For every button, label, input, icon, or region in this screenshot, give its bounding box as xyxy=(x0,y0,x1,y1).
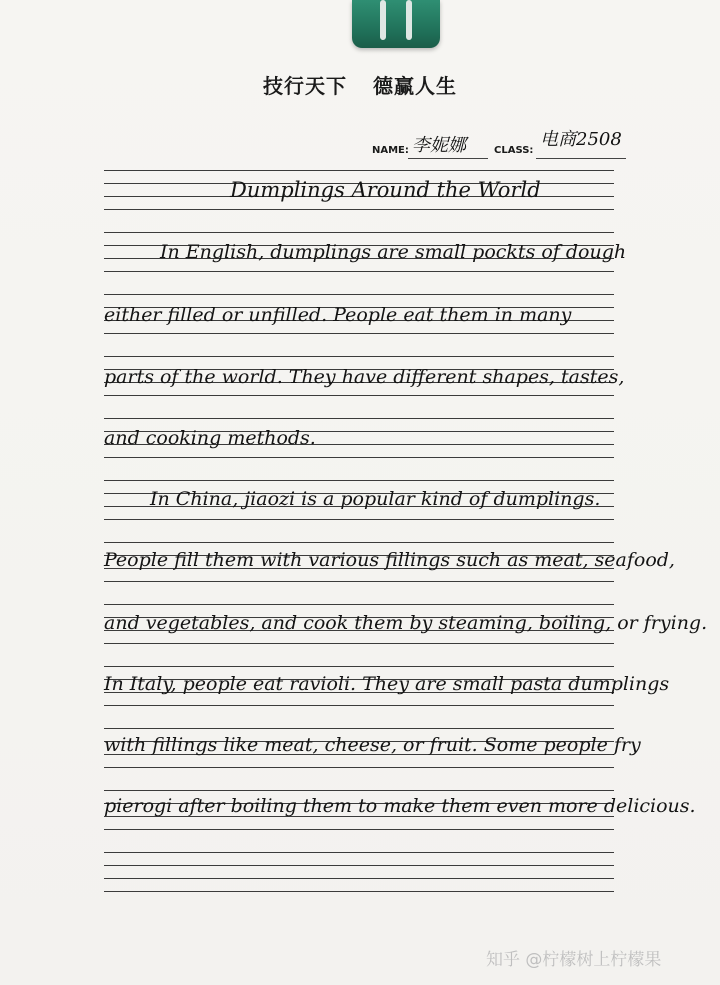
ruled-line xyxy=(104,542,614,543)
motto-left: 技行天下 xyxy=(263,74,347,98)
essay-title: Dumplings Around the World xyxy=(230,178,541,202)
ruled-line xyxy=(104,767,614,768)
student-class: 电商2508 xyxy=(540,129,622,150)
ruled-line xyxy=(104,581,614,582)
ruled-line xyxy=(104,790,614,791)
ruled-line xyxy=(104,829,614,830)
student-name: 李妮娜 xyxy=(412,135,466,156)
essay-line-3: parts of the world. They have different shapes, tastes, xyxy=(104,366,625,388)
class-label: CLASS: xyxy=(494,145,534,156)
name-label: NAME: xyxy=(372,145,409,156)
essay-line-1: In English, dumplings are small pockts of dough xyxy=(160,241,627,263)
ruled-line xyxy=(104,666,614,667)
ruled-line xyxy=(104,865,614,866)
ruled-line xyxy=(104,891,614,892)
essay-line-10: pierogi after boiling them to make them even more delicious. xyxy=(104,795,696,817)
essay-line-6: People fill them with various fillings such as meat, seafood, xyxy=(104,549,675,571)
essay-line-4: and cooking methods. xyxy=(104,427,316,449)
ruled-line xyxy=(104,356,614,357)
ruled-line xyxy=(104,170,614,171)
ruled-line xyxy=(104,457,614,458)
essay-line-5: In China, jiaozi is a popular kind of dumplings. xyxy=(150,488,601,510)
ruled-line xyxy=(104,232,614,233)
ruled-line xyxy=(104,852,614,853)
ruled-line xyxy=(104,418,614,419)
essay-line-9: with fillings like meat, cheese, or fruit. Some people fry xyxy=(104,734,641,756)
ruled-line xyxy=(104,271,614,272)
essay-line-8: In Italy, people eat ravioli. They are small pasta dumplings xyxy=(104,673,670,695)
essay-line-2: either filled or unfilled. People eat them in many xyxy=(104,304,572,326)
ruled-line xyxy=(104,604,614,605)
ruled-line xyxy=(104,294,614,295)
ruled-line xyxy=(104,519,614,520)
motto-right: 德赢人生 xyxy=(373,74,457,98)
ruled-line xyxy=(104,878,614,879)
essay-line-7: and vegetables, and cook them by steaming, boiling, or frying. xyxy=(104,612,708,634)
watermark: 知乎 @柠檬树上柠檬果 xyxy=(486,950,662,970)
ruled-line xyxy=(104,209,614,210)
ruled-line xyxy=(104,728,614,729)
ruled-line xyxy=(104,643,614,644)
ruled-line xyxy=(104,705,614,706)
ruled-line xyxy=(104,480,614,481)
